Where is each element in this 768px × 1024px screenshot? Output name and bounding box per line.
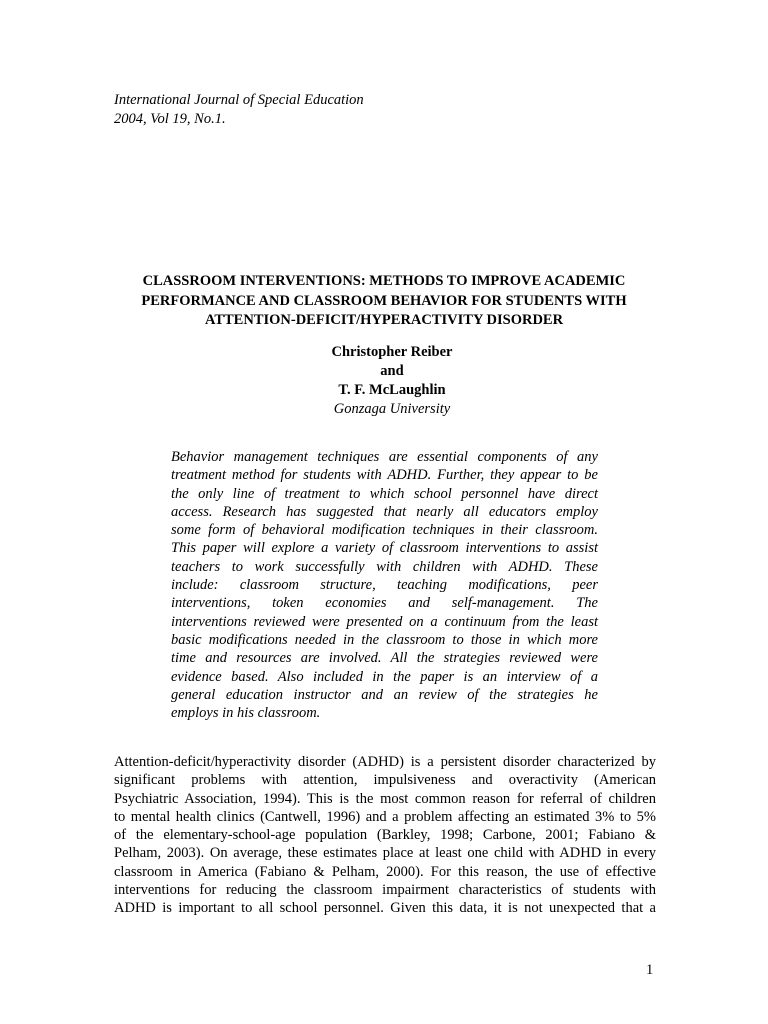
title-line: PERFORMANCE AND CLASSROOM BEHAVIOR FOR STUDENTS WITH: [141, 292, 627, 309]
body-line: Pelham, 2003). On average, these estimates place at least one child with ADHD in every: [114, 845, 656, 862]
abstract-line: time and resources are involved. All the strategies reviewed were: [171, 650, 598, 667]
abstract-line: access. Research has suggested that nearly all educators employ: [171, 503, 598, 520]
abstract-line: basic modifications needed in the classroom to those in which more: [171, 631, 598, 648]
body-line: Psychiatric Association, 1994). This is the most common reason for referral of children: [114, 790, 656, 807]
title-line: CLASSROOM INTERVENTIONS: METHODS TO IMPROVE ACADEMIC: [142, 273, 626, 289]
body-line: of the elementary-school-age population (Barkley, 1998; Carbone, 2001; Fabiano &: [114, 827, 656, 844]
abstract-line: treatment method for students with ADHD. Further, they appear to be: [171, 467, 598, 484]
abstract-line: employs in his classroom.: [171, 705, 321, 722]
abstract-line: some form of behavioral modification techniques in their classroom.: [171, 522, 598, 539]
body-line: to mental health clinics (Cantwell, 1996) and a problem affecting an estimated 3% to 5%: [114, 808, 656, 825]
body-line: classroom in America (Fabiano & Pelham, 2000). For this reason, the use of effective: [114, 863, 656, 880]
body-paragraph: [114, 753, 656, 918]
author-conjunction: and: [380, 363, 404, 379]
author-affiliation: Gonzaga University: [333, 401, 451, 417]
abstract-line: the only line of treatment to which school personnel have direct: [171, 485, 598, 502]
author-name: T. F. McLaughlin: [338, 382, 446, 398]
abstract-line: general education instructor and an review of the strategies he: [171, 686, 598, 703]
abstract-line: teachers to work successfully with children with ADHD. These: [171, 558, 598, 575]
page-number: 1: [646, 962, 654, 978]
abstract-line: interventions, token economies and self-management. The: [171, 595, 598, 612]
author-name: Christopher Reiber: [331, 344, 453, 360]
abstract-line: This paper will explore a variety of classroom interventions to assist: [171, 540, 598, 557]
body-line: ADHD is important to all school personnel. Given this data, it is not unexpected that a: [114, 900, 656, 917]
journal-issue: 2004, Vol 19, No.1.: [114, 111, 226, 127]
body-line: Attention-deficit/hyperactivity disorder (ADHD) is a persistent disorder characterized by: [114, 754, 656, 770]
abstract-line: evidence based. Also included in the paper is an interview of a: [171, 668, 598, 685]
journal-citation: [114, 91, 364, 129]
abstract-line: Behavior management techniques are essential components of any: [171, 449, 598, 465]
abstract-line: include: classroom structure, teaching modifications, peer: [171, 577, 598, 594]
title-line: ATTENTION-DEFICIT/HYPERACTIVITY DISORDER: [204, 312, 564, 328]
author-block: [0, 343, 768, 419]
abstract: [171, 448, 598, 722]
abstract-line: interventions reviewed were presented on a continuum from the least: [171, 613, 598, 630]
body-line: significant problems with attention, impulsiveness and overactivity (American: [114, 772, 656, 789]
body-line: interventions for reducing the classroom impairment characteristics of students with: [114, 882, 656, 899]
paper-title: [100, 272, 668, 331]
journal-name: International Journal of Special Education: [114, 92, 364, 108]
